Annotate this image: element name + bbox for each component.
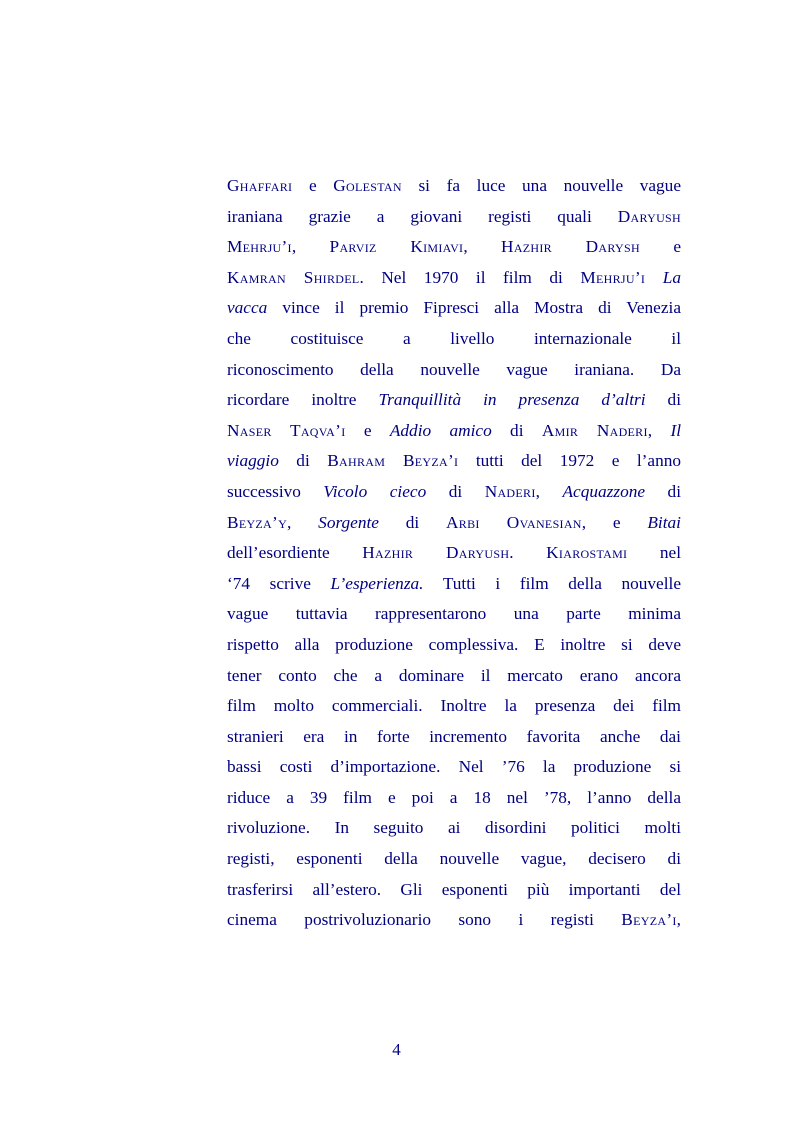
text-run: vince il premio Fipresci alla Mostra di Venezia [267, 298, 681, 318]
text-run: Tutti i film della nouvelle [423, 573, 681, 593]
text-run: cinema postrivoluzionario sono i registi [227, 910, 622, 930]
text-run: bassi costi d’importazione. Nel ’76 la produzione si [227, 757, 681, 777]
page-number: 4 [392, 1040, 401, 1059]
name-smallcaps: Mehrju’i [227, 237, 292, 257]
text-run: riconoscimento della nouvelle vague iraniana. Da [227, 359, 681, 379]
name-smallcaps: Arbi Ovanesian [446, 512, 582, 532]
text-line [227, 905, 681, 936]
title-italic: Bitai [647, 512, 681, 532]
text-line [227, 293, 681, 324]
text-run: e [292, 176, 334, 195]
name-smallcaps: Kamran Shirdel [227, 267, 360, 287]
text-line [227, 875, 681, 906]
name-smallcaps: Amir Naderi [541, 420, 648, 440]
title-italic: Il [670, 420, 681, 440]
text-run: rispetto alla produzione complessiva. E inoltre si deve [227, 634, 681, 654]
name-smallcaps: Parviz Kimiavi [329, 237, 464, 257]
text-run: trasferirsi all’estero. Gli esponenti più importanti del [227, 879, 681, 899]
text-line [227, 661, 681, 692]
text-run: . Nel 1970 il film di [359, 267, 581, 287]
name-smallcaps: Daryush [617, 206, 681, 226]
text-run: , [676, 910, 681, 930]
text-line [227, 722, 681, 753]
text-run: si fa luce una nouvelle vague [401, 176, 681, 195]
name-smallcaps: Bahram Beyza’i [327, 451, 459, 471]
name-smallcaps: Ghaffari [227, 176, 293, 195]
text-run: rivoluzione. In seguito ai disordini politici molti [227, 818, 681, 838]
text-run: successivo [227, 481, 324, 501]
text-line [227, 355, 681, 386]
text-run [645, 268, 663, 287]
title-italic: Sorgente [318, 512, 379, 532]
text-line [227, 263, 681, 294]
body-paragraph [227, 171, 681, 936]
text-run: , [287, 512, 319, 532]
text-line [227, 813, 681, 844]
text-run: , e [581, 512, 648, 532]
text-run: e [639, 237, 681, 257]
name-smallcaps: Golestan [333, 176, 402, 195]
title-italic: La [662, 267, 681, 287]
name-smallcaps: Hazhir Daryush [362, 543, 510, 563]
text-run: iraniana grazie a giovani registi quali [227, 206, 618, 226]
title-italic: Addio amico [389, 420, 492, 440]
title-italic: vacca [227, 298, 268, 318]
text-run: di [645, 390, 682, 410]
text-line [227, 691, 681, 722]
text-run: tener conto che a dominare il mercato erano ancora [227, 665, 681, 685]
text-line [227, 569, 681, 600]
text-run: ricordare inoltre [227, 390, 379, 410]
text-run: stranieri era in forte incremento favorita anche dai [227, 726, 681, 746]
text-run: ‘74 scrive [227, 573, 331, 593]
text-run: , [647, 420, 671, 440]
name-smallcaps: Kiarostami [546, 543, 628, 563]
text-run: di [378, 512, 447, 532]
text-line [227, 630, 681, 661]
title-italic: Tranquillità in presenza d’altri [378, 390, 646, 410]
text-line [227, 538, 681, 569]
text-run: , [463, 237, 502, 257]
text-run: . [509, 543, 547, 563]
text-line [227, 783, 681, 814]
text-run: che costituisce a livello internazionale il [227, 328, 681, 348]
text-run: , [535, 481, 563, 501]
text-run: registi, esponenti della nouvelle vague, decisero di [227, 849, 681, 869]
text-line [227, 844, 681, 875]
text-line [227, 171, 681, 202]
text-line [227, 324, 681, 355]
text-run: dell’esordiente [227, 543, 363, 563]
title-italic: Vicolo cieco [323, 481, 427, 501]
text-run: e [345, 420, 390, 440]
text-run: vague tuttavia rappresentarono una parte minima [227, 604, 681, 624]
title-italic: viaggio [227, 451, 279, 471]
text-line [227, 599, 681, 630]
text-run: di [278, 451, 328, 471]
text-line [227, 446, 681, 477]
text-line [227, 752, 681, 783]
text-line [227, 232, 681, 263]
text-run: tutti del 1972 e l’anno [458, 451, 681, 471]
text-line [227, 477, 681, 508]
title-italic: Acquazzone [562, 481, 646, 501]
text-run: , [291, 237, 330, 257]
text-line [227, 202, 681, 233]
text-run: nel [627, 543, 681, 563]
text-line [227, 385, 681, 416]
text-line [227, 508, 681, 539]
name-smallcaps: Beyza’i [621, 910, 677, 930]
name-smallcaps: Hazhir Darysh [501, 237, 640, 257]
text-run: di [426, 481, 485, 501]
text-run: film molto commerciali. Inoltre la presenza dei film [227, 696, 681, 716]
name-smallcaps: Mehrju’i [580, 267, 646, 287]
text-run: di [645, 481, 681, 501]
title-italic: L’esperienza. [330, 573, 424, 593]
name-smallcaps: Beyza’y [227, 512, 288, 532]
text-run: riduce a 39 film e poi a 18 nel ’78, l’anno della [227, 787, 681, 807]
name-smallcaps: Naser Taqva’i [227, 420, 346, 440]
name-smallcaps: Naderi [484, 481, 536, 501]
text-line [227, 416, 681, 447]
text-run: di [491, 420, 542, 440]
